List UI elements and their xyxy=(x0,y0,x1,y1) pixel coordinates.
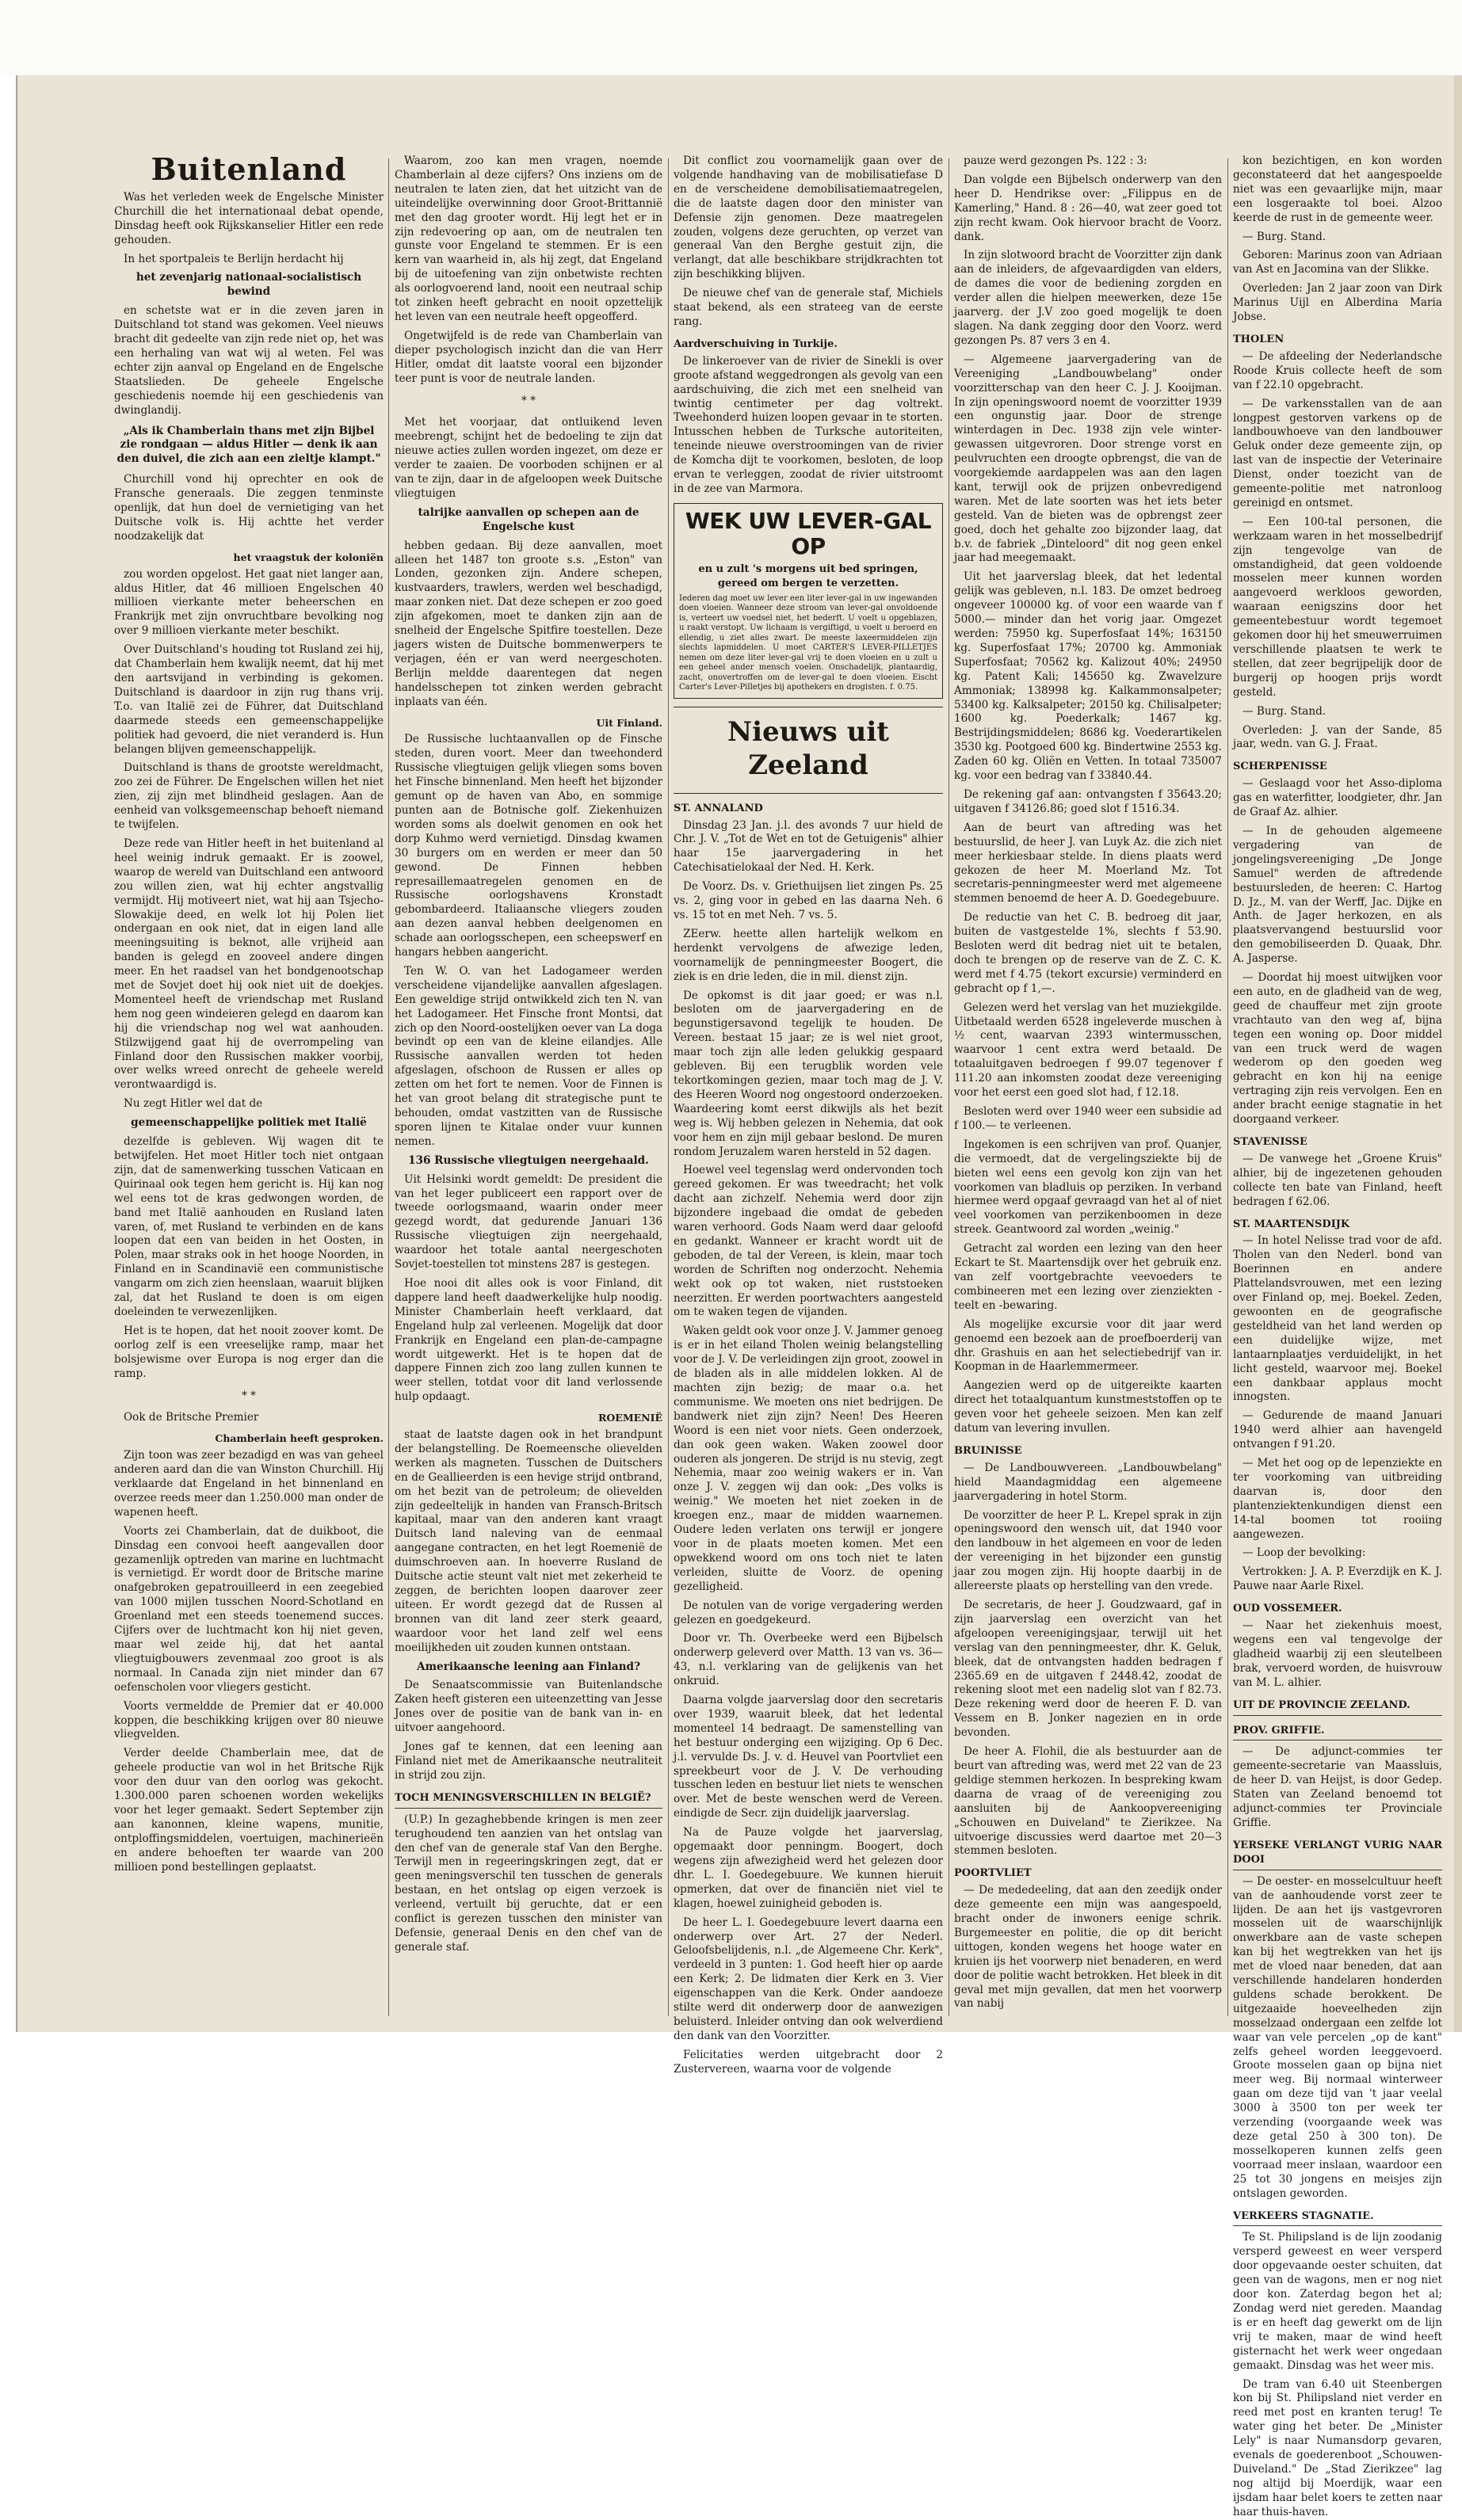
article-paragraph: zou worden opgelost. Het gaat niet langer aan, aldus Hitler, dat 46 millioen Engelschen 40 millioen vierkante meter beheerschen en Frankrijk met zijn onvruchtbare bevolking nog over 9 millioen vierkante meter beschikt. xyxy=(114,567,384,638)
article-paragraph: — Gedurende de maand Januari 1940 werd alhier aan havengeld ontvangen f 91.20. xyxy=(1233,1409,1442,1451)
article-paragraph: Overleden: J. van der Sande, 85 jaar, wedn. van G. J. Fraat. xyxy=(1233,723,1442,751)
article-heading: ST. MAARTENSDIJK xyxy=(1233,1218,1350,1230)
subheading: Amerikaansche leening aan Finland? xyxy=(417,1660,640,1673)
article-paragraph: Was het verleden week de Engelsche Minister Churchill die het internationaal debat opende, Dinsdag heeft ook Rijkskanselier Hitler een rede gehouden. xyxy=(114,190,384,246)
column-rule xyxy=(668,158,669,2016)
subheading: het vraagstuk der koloniën xyxy=(233,551,384,563)
article-paragraph: — De varkensstallen van de aan longpest gestorven varkens op de landbouwhoeve van den landbouwer Geluk onder deze gemeente zijn, op last van de inspectie der Veterinaire Dienst, onder toezicht van de gemeente-politie met natronloog gereinigd en ontsmet. xyxy=(1233,397,1442,509)
advertisement xyxy=(674,503,943,699)
article-paragraph: Verder deelde Chamberlain mee, dat de geheele productie van wol in het Britsche Rijk voor den duur van den oorlog was gekocht. 1.300.000 paren schoenen worden wekelijks voor het leger gemaakt. Sedert September zijn aan kanonnen, kleine wapens, munitie, ontploffingsmiddelen, voertuigen, machinerieën en andere behoeften ter waarde van 200 millioen pond bestellingen geplaatst. xyxy=(114,1747,384,1874)
column-rule xyxy=(388,158,389,2016)
article-heading: BRUINISSE xyxy=(954,1444,1022,1457)
article-paragraph: Over Duitschland's houding tot Rusland zei hij, dat Chamberlain hem kwalijk neemt, dat hij met den aartsvijand in verbinding is gekomen. Duitschland is daardoor in zijn rug thans vrij. T.o. van Italië zei de Führer, dat Duitschland daarmede steeds een gemeenschappelijke politiek had gevoerd, die niet veranderd is. Hun belangen blijven gemeenschappelijk. xyxy=(114,643,384,756)
article-paragraph: — De oester- en mosselcultuur heeft van de aanhoudende vorst zeer te lijden. De aan het ijs vastgevroren mosselen uit de waarschijnlijk onwerkbare aan de vaste schepen kan bij het wegtrekken van het ijs met de vloed naar beneden, dat aan verschillende handelaren honderden guldens schade berokkent. De uitgezaaide hoeveelheden zijn mosselzaad ondergaan een zelfde lot waar van vele percelen „op de kant" zelfs geheel worden leeggevoerd. Groote mosselen gaan op bijna niet meer weg. Bij normaal winterweer gaan om deze tijd van 't jaar veelal 3000 à 3500 ton per week ter verzending (voorgaande week was deze getal 250 à 300 ton). De mosselkoperen kunnen zelfs geen voorraad meer inslaan, waardoor een 25 tot 30 jongens en meisjes zijn ontslagen geworden. xyxy=(1233,1874,1442,2200)
article-paragraph: De linkeroever van de rivier de Sinekli is over groote afstand weggedrongen als gevolg van een aardschuiving, die zich met een snelheid van twintig centimeter per dag voltrekt. Tweehonderd huizen loopen gevaar in te storten. Intusschen hebben de Turksche autoriteiten, teneinde nieuwe overstroomingen van de rivier de Komcha dijt te voorkomen, besloten, de loop ervan te verleggen, zoodat de rivier uitstroomt in de zee van Marmora. xyxy=(674,354,943,495)
section-heading: Nieuws uit Zeeland xyxy=(727,715,889,781)
section-title: Buitenland xyxy=(151,151,347,187)
column-4 xyxy=(954,154,1222,2020)
article-heading: ST. ANNALAND xyxy=(674,802,763,814)
article-paragraph: — De afdeeling der Nederlandsche Roode Kruis collecte heeft de som van f 22.10 opgebracht. xyxy=(1233,349,1442,391)
article-paragraph: pauze werd gezongen Ps. 122 : 3: xyxy=(964,154,1147,167)
column-2 xyxy=(395,154,662,2020)
subheading: ROEMENIË xyxy=(598,1412,662,1424)
article-paragraph: Voorts zei Chamberlain, dat de duikboot, die Dinsdag een convooi heeft aangevallen door gezamenlijk optreden van marine en luchtmacht is vernietigd. Er wordt door de Britsche marine onafgebroken gepatrouilleerd in een zeegebied van 1000 mijlen tusschen Noord-Schotland en Groenland met een steeds toenemend succes. Cijfers over de luchtmacht kon hij niet geven, maar wel zeide hij, dat het aantal vliegtuigbouwers zevenmaal zoo groot is als normaal. In Canada zijn niet minder dan 67 oefenscholen voor vliegers gesticht. xyxy=(114,1524,384,1694)
article-paragraph: hebben gedaan. Bij deze aanvallen, moet alleen het 1487 ton groote s.s. „Eston" van Londen, gezonken zijn. Andere schepen, kustvaarders, trawlers, werden wel beschadigd, maar zonken niet. Dat deze schepen er zoo goed zijn afgekomen, moet te danken zijn aan de snelheid der Engelsche Spitfire toestellen. Deze jagers wisten de Duitsche bommenwerpers te verjagen, één er van werd neergeschoten. Berlijn meldde daarentegen dat negen handelsschepen tot zinken werden gebracht inplaats van één. xyxy=(395,539,662,708)
section-separator: * * xyxy=(242,1389,256,1402)
article-paragraph: De nieuwe chef van de generale staf, Michiels staat bekend, als een strateeg van de eerste rang. xyxy=(674,287,943,328)
article-paragraph: De secretaris, de heer J. Goudzwaard, gaf in zijn jaarverslag een overzicht van het afgeloopen vereenigingsjaar, terwijl uit het verslag van den penningmeester, dhr. K. Geluk, bleek, dat de ontvangsten hadden bedragen f 2365.69 en de uitgaven f 2448.42, zoodat de rekening sloot met een nadelig slot van f 82.73. Deze rekening werd door de heeren F. D. van Vessem en B. Jonker nagezien en in orde bevonden. xyxy=(954,1599,1222,1740)
article-paragraph: — Doordat hij moest uitwijken voor een auto, en de gladheid van de weg, geed de chauffeur met zijn groote vrachtauto van den weg af, bijna tegen een woning op. Door middel van een truck werd de wagen wederom op den goeden weg gebracht en kon hij na eenige vertraging zijn reis vervolgen. Een en ander bracht eenige stagnatie in het doorgaand verkeer. xyxy=(1233,971,1442,1127)
article-heading: POORTVLIET xyxy=(954,1867,1032,1880)
article-paragraph: — Burg. Stand. xyxy=(1243,230,1326,243)
article-paragraph: Ingekomen is een schrijven van prof. Quanjer, die vermoedt, dat de vergelingsziekte bij de bieten wel eens een gevolg kon zijn van het voorkomen van bladluis op perziken. In verband hiermee werd opgaaf gevraagd van het al of niet veel voorkomen van perzikenboomen in deze streek. Geantwoord zal worden „weinig." xyxy=(954,1138,1222,1237)
article-paragraph: In het sportpaleis te Berlijn herdacht hij xyxy=(124,252,344,265)
subheading: gemeenschappelijke politiek met Italië xyxy=(131,1116,367,1130)
article-paragraph: en schetste wat er in die zeven jaren in Duitschland tot stand was gekomen. Veel nieuws bracht dit gedeelte van zijn rede niet op, het was een herhaling van wat wij al weten. Fel was echter zijn aanval op Engeland en de Engelsche Staatslieden. De geheele Engelsche geschiedenis noemde hij een geschiedenis van dwinglandij. xyxy=(114,304,384,417)
article-heading: UIT DE PROVINCIE ZEELAND. xyxy=(1233,1698,1442,1716)
article-paragraph: Waken geldt ook voor onze J. V. Jammer genoeg is er in het eiland Tholen weinig belangstelling voor de J. V. De verleidingen zijn groot, zoowel in de bladen als in alle middelen lokken. Al de machten zijn bezig; de maar o.a. het communisme. We moeten ons niet bedrijgen. De bandwerk niet zijn zijn? Neen! Des Heeren Woord is een niet voor niets. Geen onderzoek, dan ook geen waken. Waken zoowel door ouderen als jongeren. De strijd is nu stevig, zegt Nehemia, maar zoo weinig wakers er in. Van onze J. V. zeggen wij dan ook: „Des volks is weinig." We moeten het niet zoeken in de kroegen enz., maar de midden waarnemen. Oudere leden verlaten ons terwijl er jongere voor in de plaats moeten komen. Met een opwekkend woord om ons toch niet te laten verleiden, sluitte de Voorz. de opening gezelligheid. xyxy=(674,1325,943,1593)
pull-quote: „Als ik Chamberlain thans met zijn Bijbel zie rondgaan — aldus Hitler — denk ik aan den duivel, die zich aan een zieltje klampt." xyxy=(116,424,381,466)
article-paragraph: Felicitaties werden uitgebracht door 2 Zustervereen, waarna voor de volgende xyxy=(674,2048,943,2076)
article-paragraph: Duitschland is thans de grootste wereldmacht, zoo zei de Führer. De Engelschen willen het niet zien, zij zijn met blindheid geslagen. Aan de eenheid van volksgemeenschap behoeft niemand te twijfelen. xyxy=(114,761,384,832)
article-paragraph: Na de Pauze volgde het jaarverslag, opgemaakt door penningm. Boogert, doch wegens zijn afwezigheid werd het gelezen door dhr. L. I. Goedegebuure. We kunnen hieruit opmerken, dat over de financiën niet viel te klagen, hoewel zuinigheid geboden is. xyxy=(674,1826,943,1910)
article-paragraph: — In hotel Nelisse trad voor de afd. Tholen van den Nederl. bond van Boerinnen en andere Plattelandsvrouwen, met een lezing over Finland op, mej. Boekel. Zeden, gewoonten en de geografische gesteldheid van het land werden op een duidelijke wijze, met lantaarnplaatjes verduidelijkt, in het licht gesteld, waarvoor mej. Boekel een dankbaar applaus mocht innogsten. xyxy=(1233,1234,1442,1404)
subheading: het zevenjarig nationaal-socialistisch bewind xyxy=(136,271,362,299)
article-paragraph: Hoewel veel tegenslag werd ondervonden toch gereed gekomen. Er was tweedracht; het volk dacht aan zichzelf. Nehemia werd door zijn bijzondere ingebaad die omdat de gebeden waren verhoord. Gods Naam werd daar geloofd en gedankt. Wanneer er kracht wordt uit de geboden, de tal der Vereen, is klein, maar toch worden de Schriften nog onderzocht. Nehemia wekt ook op tot waken, niet ruststoeken neerzitten. Er werden poortwachters aangesteld om te waken tegen de vijanden. xyxy=(674,1164,943,1319)
column-3 xyxy=(674,154,943,2076)
article-paragraph: — Met het oog op de lepenziekte en ter voorkoming van uitbreiding daarvan is, door den plantenziektenkundigen dienst een 14-tal boomen tot rooiing aangewezen. xyxy=(1233,1457,1442,1541)
article-paragraph: De Voorz. Ds. v. Griethuijsen liet zingen Ps. 25 vs. 2, ging voor in gebed en las daarna Neh. 6 vs. 15 tot en met Neh. 7 vs. 5. xyxy=(674,880,943,921)
article-paragraph: Aan de beurt van aftreding was het bestuurslid, de heer J. van Luyk Az. die zich niet meer herkiesbaar stelde. In diens plaats werd gekozen de heer M. Moerland Mz. Tot secretaris-penningmeester werd met algemeene stemmen benoemd de heer A. D. Goedegebuure. xyxy=(954,821,1222,905)
article-paragraph: (U.P.) In gezaghebbende kringen is men zeer terughoudend ten aanzien van het ontslag van den chef van de generale staf Van den Berghe. Terwijl men in regeeringskringen zegt, dat er geen meningsverschil ten tusschen de generals bestaan, en het ontslag op eigen verzoek is verleend, vertuilt bij geruchte, dat er een conflict is gerezen tusschen den minister van Defensie, generaal Denis en den chef van de generale staf. xyxy=(395,1813,662,1954)
subheading: Uit Finland. xyxy=(596,716,662,729)
article-heading: YERSEKE VERLANGT VURIG NAAR DOOI xyxy=(1233,1839,1442,1870)
article-paragraph: Nu zegt Hitler wel dat de xyxy=(124,1097,263,1111)
article-paragraph: — Burg. Stand. xyxy=(1243,704,1326,718)
article-paragraph: Churchill vond hij oprechter en ook de Fransche generaals. Die zeggen tenminste openlijk, dat hun doel de vernietiging van het Duitsche volk is. Hij achtte het verder noodzakelijk dat xyxy=(114,473,384,543)
scan-background xyxy=(0,0,1462,75)
column-5 xyxy=(1233,154,1442,2518)
article-paragraph: Dan volgde een Bijbelsch onderwerp van den heer D. Hendrikse over: „Filippus en de Kamerling," Hand. 8 : 26—40, wat zeer goed tot zijn recht kwam. Ook hiervoor bracht de Voorz. dank. xyxy=(954,173,1222,243)
article-heading: PROV. GRIFFIE. xyxy=(1233,1724,1442,1741)
article-paragraph: — De adjunct-commies ter gemeente-secretarie van Maassluis, de heer D. van Heijst, is door Gedep. Staten van Zeeland benoemd tot adjunct-commies ter Provinciale Griffie. xyxy=(1233,1745,1442,1829)
article-paragraph: Het is te hopen, dat het nooit zoover komt. De oorlog zelf is een vreeselijke ramp, maar het bolsjewisme over Europa is nog erger dan die ramp. xyxy=(114,1324,384,1380)
article-heading: OUD VOSSEMEER. xyxy=(1233,1603,1342,1615)
article-paragraph: staat de laatste dagen ook in het brandpunt der belangstelling. De Roemeensche olievelden werken als magneten. Tusschen de Duitschers en de Geallieerden is een hevige strijd ontbrand, om het bezit van de petroleum; de olievelden zijn gedeeltelijk in handen van Fransch-Britsch kapitaal, maar van den anderen kant vraagt Duitsch land naleving van de eenmaal aangegane contracten, en het legt Roemenië de duimschroeven aan. In hoeverre Rusland de Duitsche actie steunt valt niet met zekerheid te zeggen, de berichten loopen daarover zeer uiteen. Er wordt gezegd dat de Russen al bronnen van dit land zeer sterk geaard, waardoor voor het land zelf wel eens moeilijkheden uit zouden kunnen ontstaan. xyxy=(395,1428,662,1654)
article-paragraph: De Russische luchtaanvallen op de Finsche steden, duren voort. Meer dan tweehonderd Russische vliegtuigen gelijk vliegen soms boven het Finsche binnenland. Men heeft het bijzonder gemunt op de haven van Abo, en sommige punten aan de Botnische golf. Ziekenhuizen worden soms als doelwit genomen en ook het dorp Kuhmo werd vernietigd. Dinsdag kwamen 30 burgers om en werden er meer dan 50 gewond. De Finnen hebben represaillemaatregelen genomen en de Russische oorlogshavens Kronstadt gebombardeerd. Italiaansche vliegers zouden aan dezen aanval hebben deelgenomen en schade aan oorlogsschepen, een scheepswerf en hangars hebben aangericht. xyxy=(395,733,662,959)
ad-body: Iederen dag moet uw lever een liter lever-gal in uw ingewanden doen vloeien. Wanneer deze stroom van lever-gal onvoldoende is, verteert uw voedsel niet, het bederft. U voelt u opgeblazen, u raakt verstopt. Uw lichaam is vergiftigd, u voelt u beroerd en ellendig, u ziet alles zwart. De meeste laxeermiddelen zijn slechts lapmiddelen. U moet CARTER'S LEVER-PILLETJES nemen om deze liter lever-gal vrij te doen vloeien en u zult u een geheel ander mensch voelen. Onschadelijk, plantaardig, zacht, onovertroffen om de lever-gal te doen vloeien. Eischt Carter's Lever-Pilletjes bij apothekers en drogisten. f. 0.75. xyxy=(679,593,937,692)
article-paragraph: kon bezichtigen, en kon worden geconstateerd dat het aangespoelde niet was een gevaarlijke mijn, maar een losgeraakte tol boei. Alzoo keerde de rust in de gemeente weer. xyxy=(1233,154,1442,224)
subheading: Chamberlain heeft gesproken. xyxy=(215,1432,384,1445)
article-heading: THOLEN xyxy=(1233,333,1284,345)
article-paragraph: De Senaatscommissie van Buitenlandsche Zaken heeft gisteren een uiteenzetting van Jesse Jones over de positie van de bank van in- en uitvoer aangehoord. xyxy=(395,1679,662,1735)
article-paragraph: Overleden: Jan 2 jaar zoon van Dirk Marinus Uijl en Alberdina Maria Jobse. xyxy=(1233,282,1442,324)
article-heading: SCHERPENISSE xyxy=(1233,761,1327,773)
article-paragraph: Door vr. Th. Overbeeke werd een Bijbelsch onderwerp geleverd over Matth. 13 van vs. 36—43, n.l. verklaring van de gelijkenis van het onkruid. xyxy=(674,1632,943,1688)
article-paragraph: Dinsdag 23 Jan. j.l. des avonds 7 uur hield de Chr. J. V. „Tot de Wet en tot de Getuigenis" alhier haar 15e jaarvergadering in het Catechisatielokaal der Ned. H. Kerk. xyxy=(674,818,943,875)
article-paragraph: Zijn toon was zeer bezadigd en was van geheel anderen aard dan die van Winston Churchill. Hij verklaarde dat Engeland in het binnenland en overzee reeds meer dan 1.250.000 man onder de wapenen heeft. xyxy=(114,1449,384,1519)
article-paragraph: — Een 100-tal personen, die werkzaam waren in het mosselbedrijf zijn tengevolge van de omstandigheid, dat geen voldoende mosselen meer kunnen worden aangevoerd werkloos geworden, waaraan eenigszins door het gemeentebestuur wordt tegemoet gekomen door hij het smeuwerruimen verschillende plaatsen te werk te stellen, dat zeer begrijpelijk door de burgerij op hoogen prijs wordt gesteld. xyxy=(1233,515,1442,699)
article-paragraph: — Algemeene jaarvergadering van de Vereeniging „Landbouwbelang" onder voorzitterschap van den heer C. J. J. Kooijman. In zijn openingswoord noemt de voorzitter 1939 een ongunstig jaar. Door de strenge winterdagen in Dec. 1938 zijn vele winter-gewassen uitgevroren. Door strenge vorst en peulvruchten een droogte opbrengst, die van de voorgekiemde aardappelen was aan den lagen kant, terwijl ook de prijzen onbevredigend waren. Met de late soorten was het iets beter gesteld. Van de bieten was de opbrengst zeer goed, doch het gehalte zoo bijzonder laag, dat b.v. de fabriek „Dinteloord" dit nog geen enkel jaar had meegemaakt. xyxy=(954,353,1222,565)
article-paragraph: Getracht zal worden een lezing van den heer Eckart te St. Maartensdijk over het gebruik enz. van zelf voortgebrachte veevoeders te combineeren met een lezing over zienziekten -teelt en -bewaring. xyxy=(954,1242,1222,1312)
ad-headline: WEK UW LEVER-GAL OP xyxy=(685,507,932,559)
article-heading: VERKEERS STAGNATIE. xyxy=(1233,2209,1442,2227)
divider xyxy=(674,793,943,794)
article-paragraph: De reductie van het C. B. bedroeg dit jaar, buiten de vastgestelde 1%, slechts f 53.90. Besloten werd dit bedrag niet uit te betalen, doch te brengen op de reserve van de Z. C. K. werd met f 4.75 (tekort excursie) verminderd en gebracht op f 1,—. xyxy=(954,911,1222,995)
article-paragraph: Ongetwijfeld is de rede van Chamberlain van dieper psychologisch inzicht dan die van Herr Hitler, omdat dit laatste vooral een bijzonder teer punt is voor de neutrale landen. xyxy=(395,329,662,385)
column-1 xyxy=(114,151,384,2020)
article-paragraph: Daarna volgde jaarverslag door den secretaris over 1939, waaruit bleek, dat het ledental momenteel 14 bedraagt. De samenstelling van het bestuur onderging een wijziging. Op 6 Dec. j.l. vervulde Ds. J. v. d. Heuvel van Poortvliet een spreekbeurt voor de J. V. De verhouding tusschen leden en bestuur liet niets te wenschen over. Met de beste wenschen werd de Vereen. eindigde de Secr. zijn duidelijk jaarverslag. xyxy=(674,1694,943,1820)
article-paragraph: De notulen van de vorige vergadering werden gelezen en goedgekeurd. xyxy=(674,1599,943,1626)
article-paragraph: De heer A. Flohil, die als bestuurder aan de beurt van aftreding was, werd met 22 van de 23 geldige stemmen herkozen. In bespreking kwam daarna de vraag of de vereeniging zou aansluiten bij de Aankoopvereeniging „Schouwen en Duiveland" te Zierikzee. Na uitvoerige discussies werd daartoe met 20—3 stemmen besloten. xyxy=(954,1745,1222,1858)
article-paragraph: — Naar het ziekenhuis moest, wegens een val tengevolge der gladheid waarbij zij een sleutelbeen brak, vervoerd worden, de huisvrouw van M. L. alhier. xyxy=(1233,1619,1442,1689)
article-paragraph: — Geslaagd voor het Asso-diploma gas en waterfitter, loodgieter, dhr. Jan de Graaf Az. alhier. xyxy=(1233,777,1442,819)
article-paragraph: Met het voorjaar, dat ontluikend leven meebrengt, schijnt het de bedoeling te zijn dat nieuwe acties zullen worden ingezet, om deze er verder te zaaien. De voorboden schijnen er al van te zijn, daar in de afgeloopen week Duitsche vliegtuigen xyxy=(395,416,662,500)
article-paragraph: Uit het jaarverslag bleek, dat het ledental gelijk was gebleven, n.l. 183. De omzet bedroeg ongeveer 100000 kg. of voor een waarde van f 5000.— minder dan het vorig jaar. Omgezet werden: 75950 kg. Superfosfaat 14%; 163150 kg. Superfosfaat 17%; 20700 kg. Ammoniak Superfosfaat; 70562 kg. Kalizout 40%; 24950 kg. Patent Kali; 145650 kg. Zwavelzure Ammoniak; 138998 kg. Kalkammonsalpeter; 53400 kg. Kalksalpeter; 20150 kg. Chilisalpeter; 1600 kg. Poederkalk; 1467 kg. Bestrijdingsmiddelen; 8686 kg. Voederartikelen 3530 kg. Pootgoed 600 kg. Bindertwine 2553 kg. Zaden 60 kg. Oliën en Vetten. In totaal 735007 kg. voor een bedrag van f 33840.44. xyxy=(954,570,1222,783)
article-paragraph: — In de gehouden algemeene vergadering van de jongelingsvereeniging „De Jonge Samuel" werden de aftredende bestuursleden, de heeren: C. Hartog D. Jz., M. van der Werff, Jac. Dijke en Anth. de Jager herkozen, en als plaatsvervangend bestuurslid voor den gemobiliseerden D. Quaak, Dhr. A. Jasperse. xyxy=(1233,824,1442,966)
article-paragraph: — De Landbouwvereen. „Landbouwbelang" hield Maandagmiddag een algemeene jaarvergadering in hotel Storm. xyxy=(954,1461,1222,1503)
article-paragraph: — De vanwege het „Groene Kruis" alhier, bij de ingezetenen gehouden collecte ten bate van Finland, heeft bedragen f 62.06. xyxy=(1233,1152,1442,1208)
article-paragraph: Dit conflict zou voornamelijk gaan over de volgende handhaving van de mobilisatiefase D en de verscheidene demobilisatiemaatregelen, die de laatste dagen door den minister van Defensie zijn genomen. Deze maatregelen zouden, volgens deze geruchten, op verzet van generaal Van den Berghe gestuit zijn, die verlangt, dat alle beschikbare strijdkrachten tot zijn beschikking blijven. xyxy=(674,154,943,281)
article-paragraph: Geboren: Marinus zoon van Adriaan van Ast en Jacomina van der Slikke. xyxy=(1233,249,1442,276)
article-paragraph: Jones gaf te kennen, dat een leening aan Finland niet met de Amerikaansche neutraliteit in strijd zou zijn. xyxy=(395,1740,662,1782)
article-paragraph: Gelezen werd het verslag van het muziekgilde. Uitbetaald werden 6528 ingeleverde muschen à ½ cent, waarvan 2393 wintermusschen, waarvoor 1 cent extra werd betaald. De totaaluitgaven bedroegen f 99.07 tegenover f 111.20 aan inkomsten zoodat deze vereeniging voor het eerst een goed slot had, f 12.18. xyxy=(954,1001,1222,1100)
article-paragraph: Voorts vermeldde de Premier dat er 40.000 koppen, die beschikking krijgen over 80 nieuwe vliegvelden. xyxy=(114,1699,384,1741)
article-paragraph: De tram van 6.40 uit Steenbergen kon bij St. Philipsland niet verder en reed met post en kranten terug! Te water ging het beter. De „Minister Lely" is naar Numansdorp gevaren, evenals de goederenboot „Schouwen-Duiveland." De „Stad Zierikzee" lag nog altijd bij Moerdijk, waar een ijsdam haar belet koers te zetten naar haar thuis-haven. xyxy=(1233,2377,1442,2518)
article-paragraph: Te St. Philipsland is de lijn zoodanig versperd geweest en weer versperd door opgevaande oester schuiten, dat geen van de wagons, men er nog niet door kon. Zaterdag begon het al; Zondag werd niet gereden. Maandag is er en heeft dag gewerkt om de lijn vrij te maken, maar de wind heeft gisternacht het werk weer ongedaan gemaakt. Dinsdag was het weer mis. xyxy=(1233,2231,1442,2372)
ad-subheadline: en u zult 's morgens uit bed springen, gereed om bergen te verzetten. xyxy=(698,562,918,589)
article-heading: STAVENISSE xyxy=(1233,1136,1307,1148)
article-paragraph: dezelfde is gebleven. Wij wagen dit te betwijfelen. Het moet Hitler toch niet ontgaan zijn, dat de samenwerking tusschen Vaticaan en Quirinaal ook tegen hem gericht is. Hij kan nog wel eens tot de kras gedwongen worden, de band met Italië aanhouden en Rusland laten varen, of, met Rusland te verbinden en de kans loopen dat een van beiden in het Oosten, in Polen, maar straks ook in het hooge Noorden, in Finland en in Scandinavië een communistische vangarm om zich zien heenslaan, waaruit blijken zal, dat het Rusland te doen is om eigen doeleinden te verwezenlijken. xyxy=(114,1135,384,1318)
paper-edge xyxy=(1454,75,1462,2032)
article-paragraph: Besloten werd over 1940 weer een subsidie ad f 100.— te verleenen. xyxy=(954,1105,1222,1132)
subheading: talrijke aanvallen op schepen aan de Engelsche kust xyxy=(418,505,639,533)
article-paragraph: ZEerw. heette allen hartelijk welkom en herdenkt vervolgens de afwezige leden, voornamelijk de penningmeester Boogert, die ziek is en drie leden, die in mil. dienst zijn. xyxy=(674,927,943,983)
article-paragraph: Aangezien werd op de uitgereikte kaarten direct het totaalquantum kunstmeststoffen op te geven voor het geheele seizoen. Men kan zelf datum van levering invullen. xyxy=(954,1379,1222,1435)
article-paragraph: Waarom, zoo kan men vragen, noemde Chamberlain al deze cijfers? Ons inziens om de neutralen te laten zien, dat het uitzicht van de uiteindelijke overwinning door Groot-Brittannië met den dag grooter wordt. Hij legt het er in zijn redevoering op aan, om de neutralen ten gunste voor Engeland te stemmen. Er is een kern van waarheid in, als hij zegt, dat Engeland bij de uitoefening van zijn onbetwiste rechten als oorlogvoerend land, nooit een neutraal schip tot zinken heeft gebracht en nooit opzettelijk het leven van een neutrale heeft opgeofferd. xyxy=(395,154,662,323)
article-heading: TOCH MENINGSVERSCHILLEN IN BELGIË? xyxy=(395,1791,662,1809)
article-paragraph: Ook de Britsche Premier xyxy=(124,1411,259,1424)
article-heading: Aardverschuiving in Turkije. xyxy=(674,337,838,350)
article-paragraph: Deze rede van Hitler heeft in het buitenland al heel weinig indruk gemaakt. Er is zoowel, waarop de wereld van Duitschland een antwoord zou willen zien, wat hij echter angstvallig vermijdt. Hij motiveert niet, wat hij aan Tsjecho-Slowakije deed, en welk lot hij Polen liet ondergaan en ook niet, dat in eigen land alle meeningsuiting is beknot, alle vrijheid aan banden is gelegd en zooveel andere dingen meer. En het raadsel van het bondgenootschap met de Sovjet doet hij ook niet uit de doekjes. Momenteel heeft de vriendschap met Rusland hem nog geen windeieren gelegd en daarom kan hij die vriendschap nog wel wat aanhouden. Stilzwijgend gaat hij de overrompeling van Finland door den Russischen makker voorbij, over welks wreed onrecht de geheele wereld verontwaardigd is. xyxy=(114,837,384,1092)
article-paragraph: De opkomst is dit jaar goed; er was n.l. besloten om de jaarvergadering en de begunstigersavond tegelijk te houden. De Vereen. bestaat 15 jaar; ze is wel niet groot, maar toch zijn alle leden gelukkig gespaard gebleven. Bij een terugblik worden vele tekortkomingen gezien, maar toch mag de J. V. des Heeren Woord nog ongestoord onderzoeken. Waardeering komt eerst dikwijls als het bezit weg is. Wij hebben gelezen in Nehemia, dat ook voor hem en zijn mijl gebaar beslond. De muren rondom Jeruzalem waren hersteld in 52 dagen. xyxy=(674,989,943,1158)
article-paragraph: — De mededeeling, dat aan den zeedijk onder deze gemeente een mijn was aangespoeld, bracht onder de inwoners eenige schrik. Burgemeester en politie, die op dit bericht uittogen, konden wegens het hooge water en kruien ijs het voorwerp niet benaderen, en werd door de politie wacht betrokken. Het bleek in dit geval met mijn gevallen, dat men het voorwerp van nabij xyxy=(954,1884,1222,2011)
article-paragraph: De voorzitter de heer P. L. Krepel sprak in zijn openingswoord den wensch uit, dat 1940 voor den landbouw in het algemeen en voor de leden der vereeniging in het bijzonder een gunstig jaar zou mogen zijn. Hij hoopte daarbij in de allereerste plaats op herstelling van den vrede. xyxy=(954,1508,1222,1593)
article-paragraph: De rekening gaf aan: ontvangsten f 35643.20; uitgaven f 34126.86; goed slot f 1516.34. xyxy=(954,787,1222,815)
newspaper-page xyxy=(16,75,1462,2518)
article-paragraph: — Loop der bevolking: xyxy=(1243,1546,1366,1560)
article-paragraph: Hoe nooi dit alles ook is voor Finland, dit dappere land heeft daadwerkelijke hulp noodig. Minister Chamberlain heeft verklaard, dat Engeland hulp zal verleenen. Mogelijk dat door Frankrijk en Engeland een plan-de-campagne wordt uitgewerkt. Het is te hopen dat de dappere Finnen zich zoo lang zullen kunnen te weer stellen, totdat voor dit land verlossende hulp opdaagt. xyxy=(395,1276,662,1404)
article-paragraph: Vertrokken: J. A. P. Everzdijk en K. J. Pauwe naar Aarle Rixel. xyxy=(1233,1565,1442,1593)
column-rule xyxy=(1227,158,1228,2016)
article-paragraph: In zijn slotwoord bracht de Voorzitter zijn dank aan de inleiders, de afgevaardigden van elders, de dames die voor de bediening zorgden en verder allen die hielpen meewerken, deze 15e jaarverg. der J.V zoo goed mogelijk te doen slagen. Na dank zegging door den Voorz. werd gezongen Ps. 87 vers 3 en 4. xyxy=(954,249,1222,347)
subheading: 136 Russische vliegtuigen neergehaald. xyxy=(408,1153,649,1167)
section-separator: * * xyxy=(521,394,536,407)
article-paragraph: Ten W. O. van het Ladogameer werden verscheidene vijandelijke aanvallen afgeslagen. Een geweldige strijd ontwikkeld zich ten N. van het Ladogameer. Het Finsche front Montsi, dat zich op den Noord-oostelijken oever van La doga bevindt op een van de kleine eilandjes. Alle Russische aanvallen werden tot heden afgeslagen, ofschoon de Russen er alles op zetten om het fort te nemen. Voor de Finnen is het van groot belang dit strategische punt te behouden, omdat vastzitten van de Russische sporen lijnen te Kitalae onder vuur kunnen nemen. xyxy=(395,964,662,1148)
article-paragraph: Als mogelijke excursie voor dit jaar werd genoemd een bezoek aan de proefboerderij van dhr. Grashuis en aan het selectiebedrijf van ir. Koopman in de Haarlemmermeer. xyxy=(954,1317,1222,1374)
article-paragraph: Uit Helsinki wordt gemeldt: De president die van het leger publiceert een rapport over de tweede oorlogsmaand, waarin onder meer gezegd wordt, dat gedurende Januari 136 Russische vliegtuigen zijn neergehaald, waardoor het totale aantal neergeschoten Sovjet-toestellen tot minstens 287 is gestegen. xyxy=(395,1172,662,1271)
article-paragraph: De heer L. I. Goedegebuure levert daarna een onderwerp over Art. 27 der Nederl. Geloofsbelijdenis, n.l. „de Algemeene Chr. Kerk", verdeeld in 3 punten: 1. God heeft hier op aarde een Kerk; 2. De lidmaten dier Kerk en 3. Vier eigenschappen van die Kerk. Onder aandoeze stilte werd dit onderwerp door de aanwezigen beluisterd. Inleider ontving dan ook welverdiend den dank van den Voorzitter. xyxy=(674,1916,943,2042)
